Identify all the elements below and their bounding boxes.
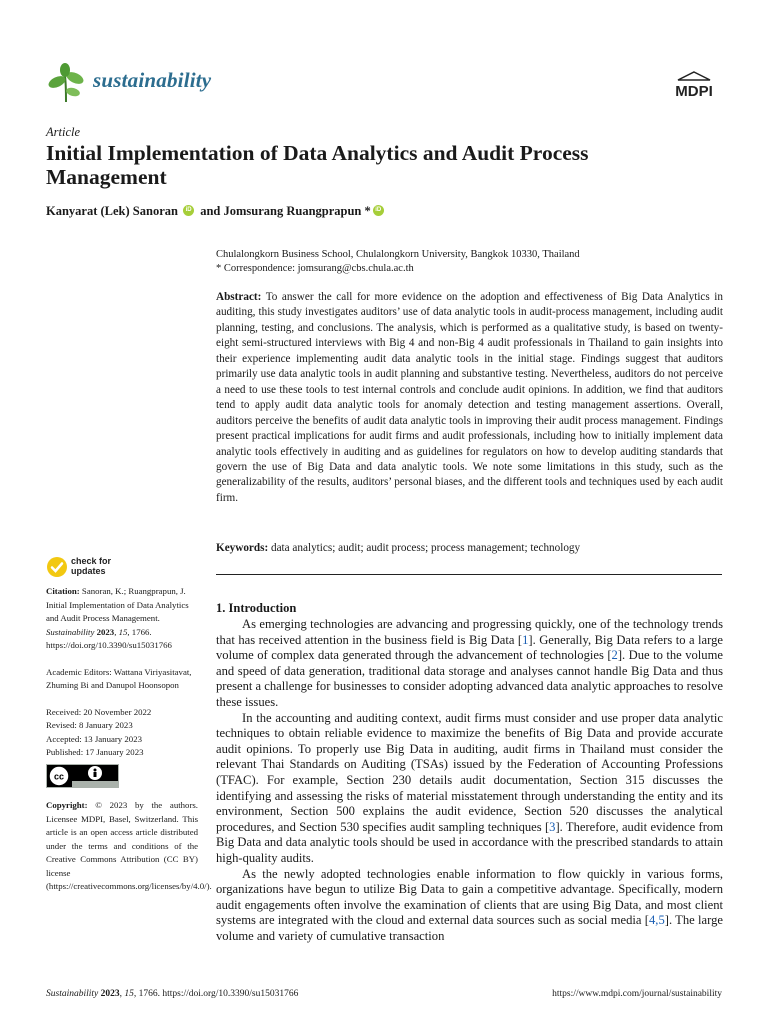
citation-link[interactable]: 3 (549, 819, 556, 834)
article-info-sidebar (46, 585, 212, 894)
keywords (216, 541, 723, 556)
academic-editors: Academic Editors: Wattana Viriyasitavat, Zhuming Bi and Danupol Hoonsopon (46, 666, 192, 690)
correspondence: * Correspondence: jomsurang@cbs.chula.ac.th (216, 263, 414, 274)
affiliation: Chulalongkorn Business School, Chulalongkorn University, Bangkok 10330, Thailand (216, 249, 580, 260)
orcid-icon[interactable] (373, 205, 384, 216)
paragraph: As the newly adopted technologies enable information to flow quickly in various forms, organizations have begun to utilize Big Data to gain a competitive advantage. Specifically, modern audit engagements often involve the examination of clients that are using Big Data, and most client systems are integrated with the cloud and external data sources such as social media [4,5]. The large volume and variety of cumulative transaction (216, 866, 723, 943)
check-for-updates-button[interactable] (46, 556, 156, 582)
abstract (216, 290, 723, 506)
received-date: Received: 20 November 2022 (46, 706, 152, 717)
author-list (46, 204, 387, 219)
published-date: Published: 17 January 2023 (46, 747, 144, 757)
citation-link[interactable]: 1 (522, 632, 529, 647)
citation-link[interactable]: 2 (611, 648, 618, 663)
publisher-name: MDPI (675, 83, 713, 100)
svg-text:cc: cc (53, 771, 65, 781)
footer-citation: Sustainability 2023, 15, 1766. https://doi.org/10.3390/su15031766 (46, 989, 299, 999)
article-title: Initial Implementation of Data Analytics and Audit Process Management (46, 141, 589, 189)
orcid-icon[interactable] (183, 205, 194, 216)
author-sanoran[interactable]: Kanyarat (Lek) Sanoran (46, 204, 178, 218)
author-ruangprapun[interactable]: Jomsurang Ruangprapun * (223, 204, 371, 218)
footer-journal-url[interactable]: https://www.mdpi.com/journal/sustainability (552, 989, 722, 999)
cc-by-license-icon[interactable] (46, 764, 119, 788)
paragraph: In the accounting and auditing context, audit firms must consider and use proper data analytic techniques to obtain reliable evidence to maximize the benefits of Big Data and provide accurate audit opinions. To properly use Big Data in auditing, audit firms in Thailand must consider the relevant Thai Standards on Auditing (TSAs) issued by the Federation of Accounting Professions (TFAC). For example, Section 230 details audit documentation, Section 315 discusses the identifying and assessing the risks of material misstatement through understanding the entity and its environment, Section 500 explains the audit evidence, Section 520 discusses the analytical procedures, and Section 530 specifies audit sampling techniques [3]. Therefore, audit evidence from Big Data and data analytic tools should be used in accordance with the prescribed standards to attain high-quality audits. (216, 710, 723, 865)
introduction-body (216, 617, 723, 944)
citation-doi-link[interactable]: 1766. https://doi.org/10.3390/su15031766 (46, 626, 172, 650)
keywords-text: data analytics; audit; audit process; process management; technology (271, 542, 581, 554)
copyright-notice: Copyright: © 2023 by the authors. Licensee MDPI, Basel, Switzerland. This article is an open access article distributed under the terms and conditions of the Creative Commons Attribution (CC BY) license (https://creativecommons.org/licenses/by/4.0/). (46, 800, 212, 891)
check-updates-icon (46, 556, 68, 578)
citation-link[interactable]: 4,5 (649, 913, 665, 928)
footer-doi-link[interactable]: 1766. https://doi.org/10.3390/su15031766 (138, 989, 299, 999)
abstract-text: To answer the call for more evidence on the adoption and effectiveness of Big Data Analytics in auditing, this study investigates auditors’ use of data analytic tools in audit-process management, including audit planning, testing, and conclusions. The analysis, which is performed as a qualitative study, is based on twenty-eight semi-structured interviews with Big 4 and non-Big 4 audit professionals in Thailand to gain insights into their experience implementing audit data analytic tools in the initial stage. Findings suggest that auditors primarily use data analytic tools in audit planning and substantive testing. Nevertheless, auditors do not perceive a need to use these tools to test internal controls and conclude audit opinions. In addition, we find that auditors tend to apply audit data analytic tools for anomaly detection and testing management assertions. Overall, auditors perceive the benefits of audit data analytic tools in improving their audit process management. Findings present practical implications for audit firms and audit professionals, including how to initially implement data analytic tools effectively in auditing and as guidelines for regulators on how to develop auditing standards that govern the use of Big Data and data analytic tools. We note some limitations in this study, such as the generalizability of the results, auditors’ personal biases, and the different tools and techniques used by each audit firm. (216, 291, 723, 504)
journal-name: sustainability (93, 68, 212, 92)
section-divider (216, 574, 722, 575)
citation: Citation: Sanoran, K.; Ruangprapun, J. Initial Implementation of Data Analytics and Audit Process Management. Sustainability 2023, 15, 1766. https://doi.org/10.3390/su15031766 (46, 586, 189, 650)
journal-leaf-logo-icon (46, 62, 86, 104)
revised-date: Revised: 8 January 2023 (46, 720, 133, 730)
abstract-label: Abstract: (216, 291, 262, 303)
mdpi-logo-icon (666, 70, 722, 102)
accepted-date: Accepted: 13 January 2023 (46, 733, 143, 744)
check-updates-line1: check for (71, 556, 112, 566)
section-heading-introduction: 1. Introduction (216, 601, 297, 615)
affiliation-block (216, 248, 726, 276)
keywords-label: Keywords: (216, 542, 269, 554)
article-type: Article (46, 125, 81, 139)
paragraph: As emerging technologies are advancing and progressing quickly, one of the technology trends that has received attention in the business field is Big Data [1]. Generally, Big Data refers to a large volume of complex data generated through the advancement of technologies [2]. Due to the volume and speed of data generation, traditional data storage and analyses cannot handle Big Data and thus present a challenge for businesses to consider adopting advanced data analytic approaches to resolve these issues. (216, 617, 723, 709)
author-separator: and (200, 204, 221, 218)
check-updates-line2: updates (71, 566, 106, 576)
